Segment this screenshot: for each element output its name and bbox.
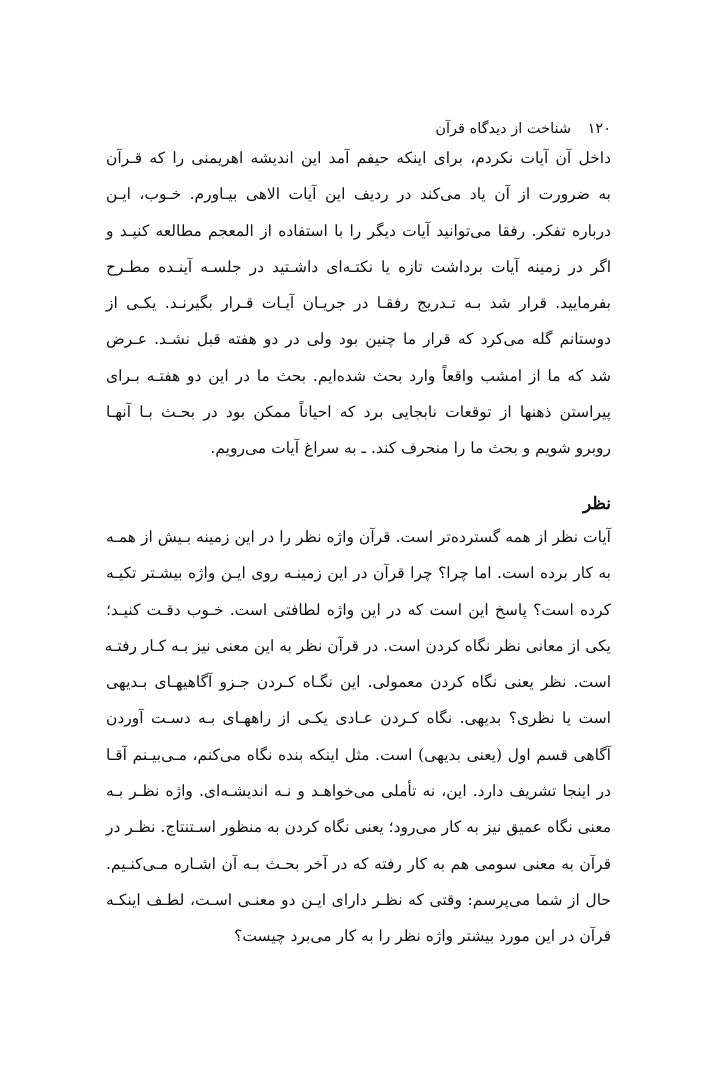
paragraph-nazar xyxy=(106,519,611,955)
section-heading: نظر xyxy=(582,494,611,514)
text-line: یکی از معانی نظر نگاه کردن است. در قرآن نظر به این معنی نیز بـه کـار رفتـه xyxy=(104,636,611,655)
text-line: قرآن به معنی سومی هم به کار رفته که در آخر بحـث بـه آن اشـاره مـی‌کنـیم. xyxy=(106,854,611,873)
running-head xyxy=(435,118,611,140)
text-line: اگر در زمینه آیات برداشت تازه یا نکتـه‌ای داشـتید در جلسـه آینـده مطـرح xyxy=(106,257,611,276)
paragraph-continued xyxy=(106,140,611,467)
text-line: قرآن در این مورد بیشتر واژه نظر را به کار می‌برد چیست؟ xyxy=(234,927,611,946)
text-line: روبرو شویم و بحث ما را منحرف کند. ـ به سراغ آیات می‌رویم. xyxy=(210,439,611,458)
text-line: بفرمایید. قرار شد بـه تـدریج رفقـا در جریـان آیـات قـرار بگیرنـد. یکـی از xyxy=(106,294,611,313)
text-line: پیراستن ذهنها از توقعات نابجایی برد که احیاناً ممکن بود در بحـث بـا آنهـا xyxy=(106,403,611,422)
text-line: به کار برده است. اما چرا؟ چرا قرآن در این زمینـه روی ایـن واژه بیشـتر تکیـه xyxy=(106,564,611,583)
text-line: درباره تفکر. رفقا می‌توانید آیات دیگر را با استفاده از المعجم مطالعه کنیـد و xyxy=(106,221,611,240)
book-title: شناخت از دیدگاه قرآن xyxy=(435,121,572,137)
text-line: معنی نگاه عمیق نیز به کار می‌رود؛ یعنی نگاه کردن به منظور اسـتنتاج. نظـر در xyxy=(106,818,611,837)
text-line: داخل آن آیات نکردم، برای اینکه حیفم آمد این اندیشه اهریمنی را که قـرآن xyxy=(106,149,611,167)
text-line: آگاهی قسم اول (یعنی بدیهی) است. مثل اینکه بنده نگاه می‌کنم، مـی‌بیـنم آقـا xyxy=(106,745,611,764)
text-line: دوستانم گله می‌کرد که قرار ما چنین بود ولی در دو هفته قبل نشـد. عـرض xyxy=(106,330,611,349)
text-line: کرده است؟ پاسخ این است که در این واژه لطافتی است. خـوب دقـت کنیـد؛ xyxy=(106,600,611,619)
page-number: ۱۲۰ xyxy=(587,121,611,137)
text-line: آیات نظر از همه گسترده‌تر است. قرآن واژه نظر را در این زمینه بـیش از همـه xyxy=(106,528,611,546)
text-line: است. نظر یعنی نگاه کردن معمولی. این نگـاه کـردن جـزو آگاهیهـای بـدیهی xyxy=(106,673,611,692)
text-line: شد که ما از امشب واقعاً وارد بحث شده‌ایم. بحث ما در این دو هفتـه بـرای xyxy=(106,366,611,385)
text-line: حال از شما می‌پرسم: وقتی که نظـر دارای ایـن دو معنـی اسـت، لطـف اینکـه xyxy=(106,890,611,909)
text-line: به ضرورت از آن یاد می‌کند در ردیف این آیات الاهی بیـاورم. خـوب، ایـن xyxy=(106,185,611,204)
text-line: است یا نظری؟ بدیهی. نگاه کـردن عـادی یکـی از راههـای بـه دسـت آوردن xyxy=(106,709,611,728)
text-line: در اینجا تشریف دارد. این، نه تأملی می‌خواهـد و نـه اندیشـه‌ای. واژه نظـر بـه xyxy=(106,782,611,801)
